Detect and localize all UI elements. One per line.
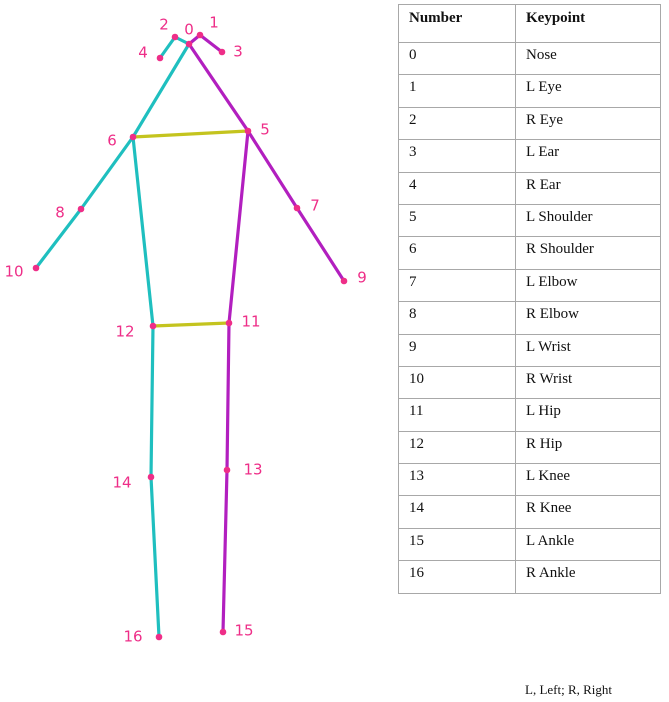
keypoint-label-11: 11 [241,312,261,331]
keypoint-name-cell: L Ear [516,140,661,172]
keypoint-number-cell: 9 [399,334,516,366]
keypoint-name-cell: Nose [516,43,661,75]
limb-5-7 [248,131,297,208]
table-row [399,75,661,107]
keypoint-9 [341,278,348,285]
keypoint-label-1: 1 [209,13,219,32]
keypoint-number-cell: 15 [399,528,516,560]
keypoint-name-cell: R Ankle [516,561,661,593]
keypoint-12 [150,323,157,330]
keypoint-13 [224,467,231,474]
keypoint-1 [197,32,204,39]
limb-1-3 [200,35,222,52]
keypoint-8 [78,206,85,213]
keypoint-name-cell: R Shoulder [516,237,661,269]
keypoint-label-12: 12 [115,322,135,341]
table-row [399,172,661,204]
limb-6-12 [133,137,153,326]
keypoint-number-cell: 16 [399,561,516,593]
keypoint-10 [33,265,40,272]
keypoint-name-cell: L Knee [516,464,661,496]
keypoint-name-cell: R Elbow [516,302,661,334]
keypoint-number-cell: 5 [399,204,516,236]
limb-2-4 [160,37,175,58]
keypoint-name-cell: R Hip [516,431,661,463]
keypoint-number-cell: 7 [399,269,516,301]
table-row [399,140,661,172]
table-header-row [399,5,661,43]
keypoint-11 [226,320,233,327]
table-row [399,528,661,560]
keypoint-label-5: 5 [260,120,270,139]
keypoint-name-cell: L Shoulder [516,204,661,236]
keypoint-number-cell: 14 [399,496,516,528]
table-row [399,464,661,496]
limbs-layer [36,35,344,637]
keypoint-label-7: 7 [310,196,320,215]
table-row [399,334,661,366]
keypoint-label-8: 8 [55,203,65,222]
keypoint-label-15: 15 [234,621,254,640]
keypoint-15 [220,629,227,636]
keypoint-table-body [399,43,661,594]
table-row [399,43,661,75]
column-header-number: Number [399,5,516,43]
keypoint-name-cell: L Wrist [516,334,661,366]
limb-7-9 [297,208,344,281]
keypoint-number-cell: 13 [399,464,516,496]
limb-11-13 [227,323,229,470]
keypoint-14 [148,474,155,481]
table-footnote: L, Left; R, Right [525,682,613,697]
table-row [399,107,661,139]
keypoint-3 [219,49,226,56]
limb-5-6 [133,131,248,137]
keypoint-4 [157,55,164,62]
keypoint-number-cell: 8 [399,302,516,334]
keypoint-name-cell: L Ankle [516,528,661,560]
table-row [399,561,661,593]
keypoint-table-container [398,4,661,594]
keypoint-number-cell: 4 [399,172,516,204]
keypoint-16 [156,634,163,641]
keypoint-label-3: 3 [233,42,243,61]
keypoint-0 [186,41,193,48]
keypoint-name-cell: R Eye [516,107,661,139]
keypoint-number-cell: 1 [399,75,516,107]
keypoint-name-cell: L Eye [516,75,661,107]
keypoint-name-cell: R Wrist [516,366,661,398]
keypoint-number-cell: 11 [399,399,516,431]
limb-14-16 [151,477,159,637]
keypoint-6 [130,134,137,141]
table-row [399,366,661,398]
table-row [399,269,661,301]
keypoint-2 [172,34,179,41]
keypoint-label-9: 9 [357,268,367,287]
limb-12-14 [151,326,153,477]
column-header-keypoint: Keypoint [516,5,661,43]
keypoint-label-10: 10 [4,262,24,281]
keypoint-number-cell: 12 [399,431,516,463]
keypoint-label-13: 13 [243,460,263,479]
limb-11-12 [153,323,229,326]
keypoint-label-6: 6 [107,131,117,150]
keypoint-label-0: 0 [184,20,194,39]
table-row [399,204,661,236]
keypoint-label-14: 14 [112,473,132,492]
table-row [399,399,661,431]
keypoint-label-16: 16 [123,627,143,646]
table-row [399,496,661,528]
keypoint-name-cell: R Ear [516,172,661,204]
keypoint-number-cell: 0 [399,43,516,75]
keypoint-number-cell: 6 [399,237,516,269]
keypoint-labels-layer [4,14,366,646]
keypoint-5 [245,128,252,135]
keypoint-7 [294,205,301,212]
keypoint-table [398,4,661,594]
keypoint-number-cell: 3 [399,140,516,172]
keypoint-label-2: 2 [159,15,169,34]
keypoint-number-cell: 2 [399,107,516,139]
limb-5-11 [229,131,248,323]
table-row [399,431,661,463]
keypoints-layer [33,32,348,641]
keypoint-label-4: 4 [138,43,148,62]
limb-13-15 [223,470,227,632]
keypoint-name-cell: L Elbow [516,269,661,301]
keypoint-name-cell: R Knee [516,496,661,528]
table-row [399,302,661,334]
table-row [399,237,661,269]
keypoint-number-cell: 10 [399,366,516,398]
keypoint-name-cell: L Hip [516,399,661,431]
